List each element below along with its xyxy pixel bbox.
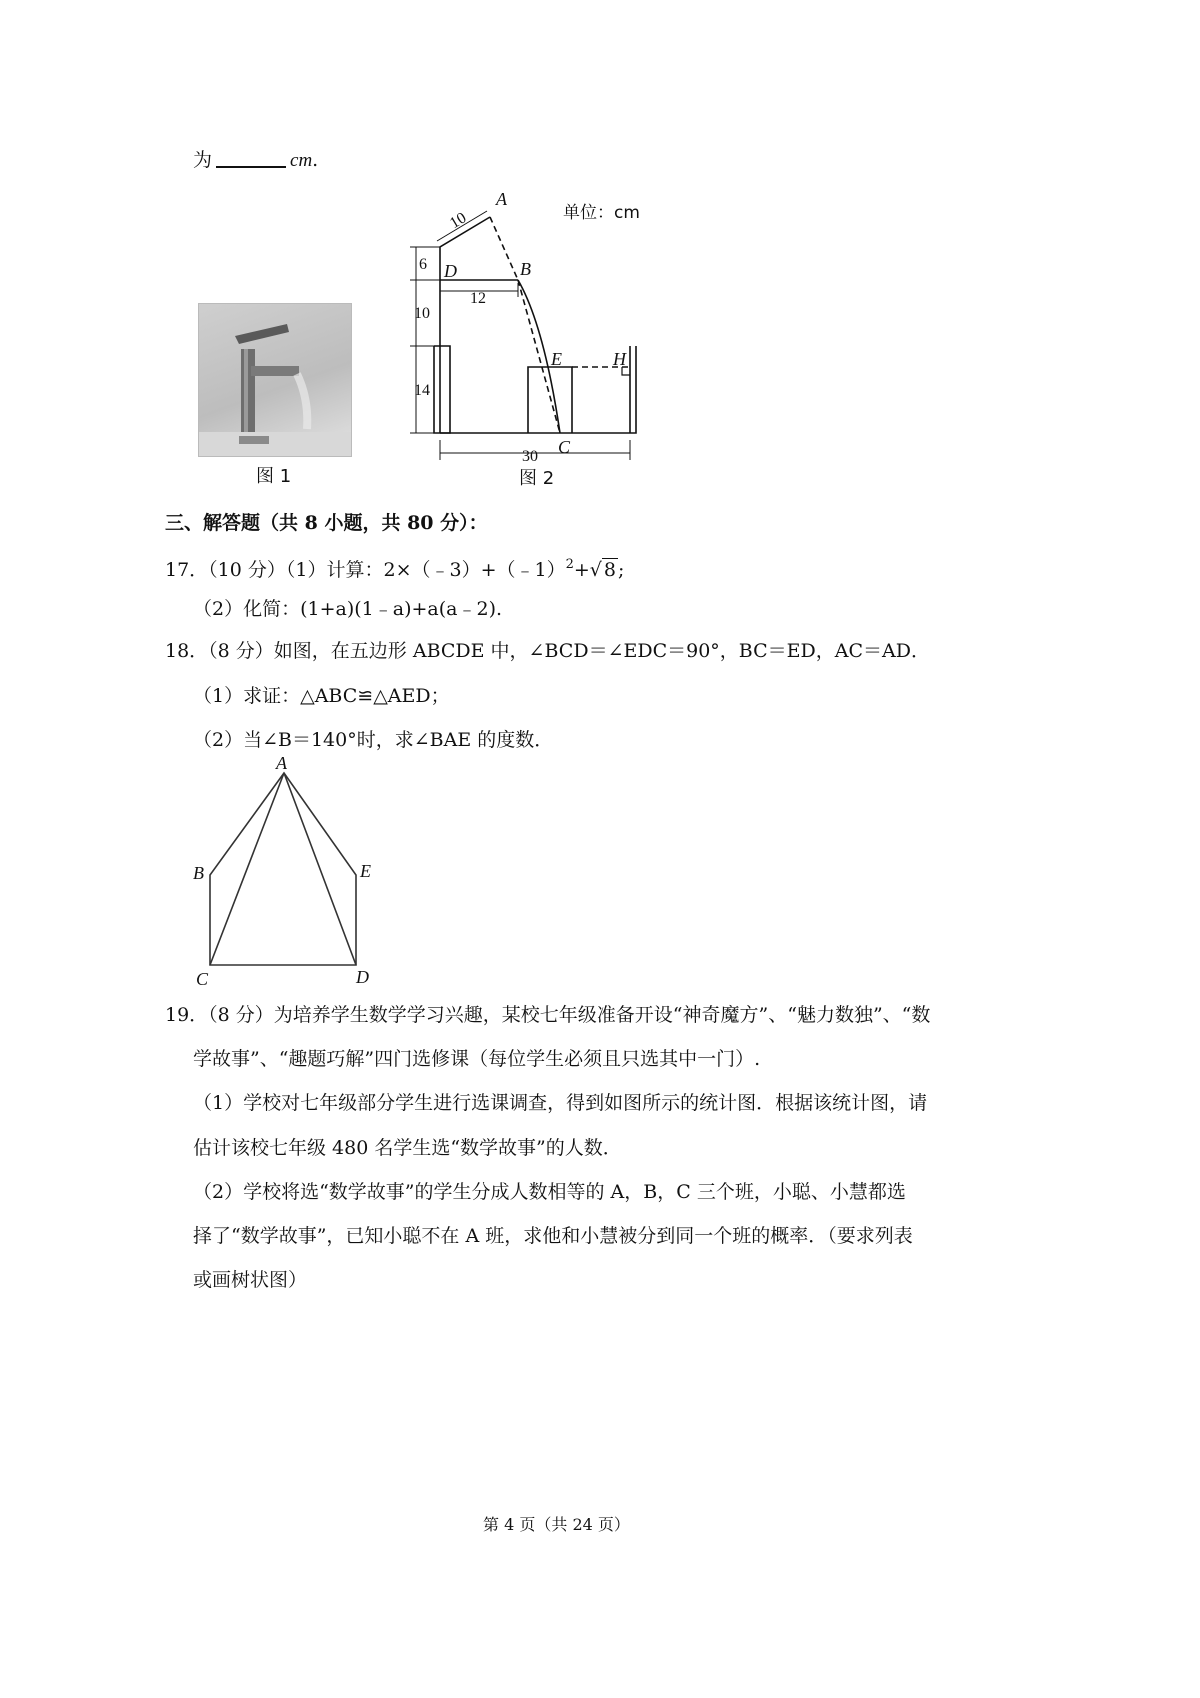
label-a: A [496,189,507,209]
q17-line2: （2）化简：(1+a)(1﹣a)+a(a﹣2). [193,598,503,620]
q16-prefix: 为 [193,149,213,171]
label-c: C [558,437,571,457]
dim-30: 30 [522,448,538,465]
dim-10-top: 10 [446,209,470,233]
q16-end: . [312,149,319,171]
page-footer: 第 4 页（共 24 页） [483,1515,630,1534]
dim-12: 12 [470,290,486,307]
q17-expression: 17．（10 分）（1）计算：2×（﹣3）+（﹣1） [165,559,566,581]
label-b: B [520,259,531,279]
label-d: D [444,261,457,281]
q17-radicand: 8 [603,559,616,581]
q19-line4: 估计该校七年级 480 名学生选“数学故事”的人数． [193,1137,622,1159]
vertex-e: E [360,861,371,881]
pentagon-outline [210,773,356,965]
dim-14: 14 [414,382,430,399]
q19-line1: 19．（8 分）为培养学生数学学习兴趣，某校七年级准备开设“神奇魔方”、“魅力数独”、“数 [165,1004,931,1026]
sqrt-symbol: √ 8 [589,559,616,581]
vertex-c: C [196,969,209,989]
q19-line5: （2）学校将选“数学故事”的学生分成人数相等的 A，B，C 三个班，小聪、小慧都选 [193,1181,906,1203]
faucet-outline [440,217,490,433]
q19-line7: 或画树状图） [193,1269,308,1291]
vertex-b: B [193,863,204,883]
fig2-diagram [404,185,654,485]
segment-ad [284,773,356,965]
q18-line1: 18．（8 分）如图，在五边形 ABCDE 中，∠BCD＝∠EDC＝90°，BC＝ED，AC＝AD． [165,640,930,662]
dashed-line-ab [490,217,518,280]
fig2-caption: 图 2 [519,468,555,489]
unit-label: 单位：cm [563,203,640,223]
q19-line3: （1）学校对七年级部分学生进行选课调查，得到如图所示的统计图．根据该统计图，请 [193,1092,928,1114]
q16-unit: cm [290,150,313,171]
pentagon-figure [190,755,390,990]
dim-10: 10 [414,305,430,322]
q17-line1 [165,558,624,580]
q19-line6: 择了“数学故事”，已知小聪不在 A 班，求他和小慧被分到同一个班的概率．（要求列表 [193,1225,913,1247]
faucet-photo [198,303,352,457]
segment-ac [210,773,284,965]
q17-end: ; [618,559,625,581]
q17-exponent: 2 [565,557,574,572]
q18-line2: （1）求证：△ABC≌△AED； [193,685,450,707]
dim-6: 6 [419,256,427,273]
q16-tail [193,148,318,170]
faucet-illustration [199,304,351,456]
q19-line2: 学故事”、“趣题巧解”四门选修课（每位学生必须且只选其中一门）. [193,1048,761,1070]
fig1-caption: 图 1 [256,466,292,487]
label-e: E [551,349,562,369]
answer-blank [216,148,286,168]
section-heading: 三、解答题（共 8 小题，共 80 分）： [165,512,488,534]
basin-outline [440,346,636,433]
base-block [434,346,450,433]
label-h: H [613,349,626,369]
vertex-a: A [276,755,287,773]
vertex-d: D [356,967,369,987]
q18-line3: （2）当∠B＝140°时，求∠BAE 的度数． [193,729,554,751]
q17-plus: + [573,559,590,581]
